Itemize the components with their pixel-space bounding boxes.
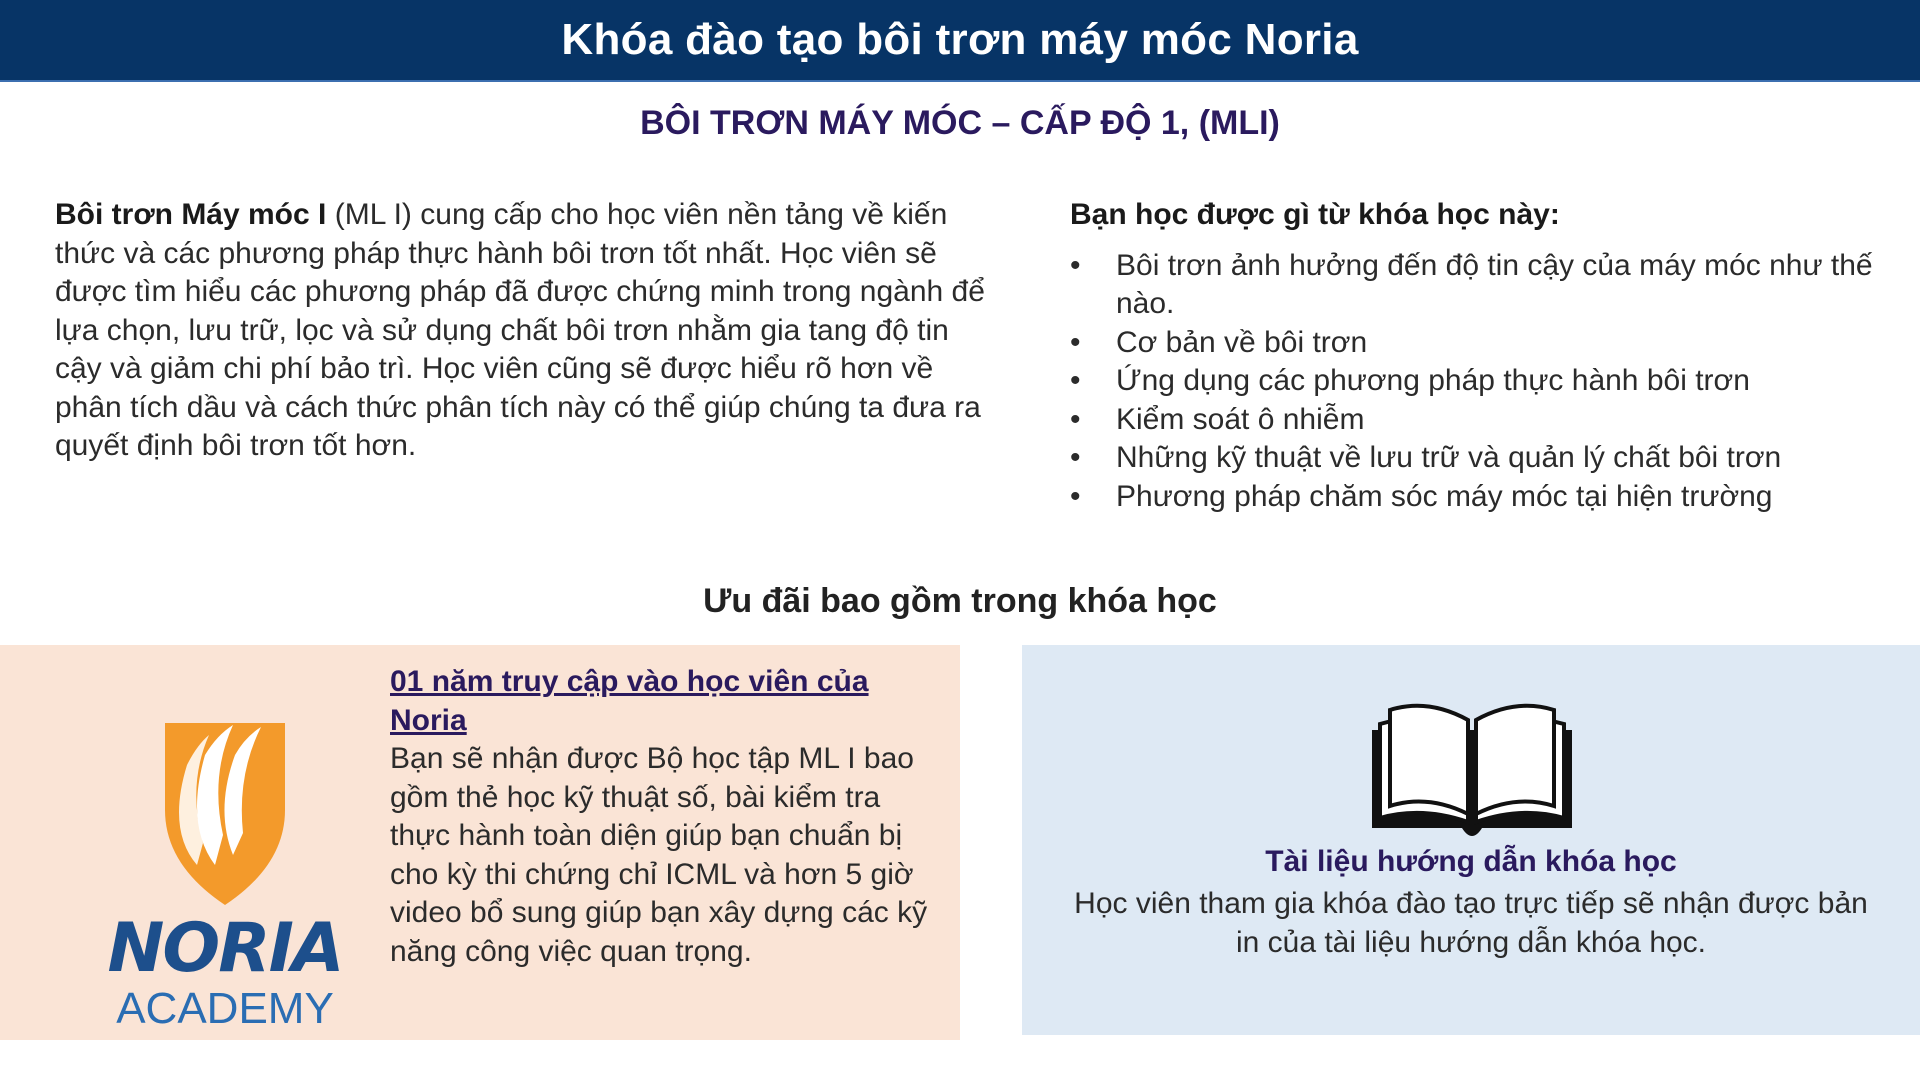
- bullet-icon: •: [1070, 325, 1081, 359]
- guide-description: Học viên tham gia khóa đào tạo trực tiếp sẽ nhận được bản in của tài liệu hướng dẫn khóa học.: [1074, 887, 1868, 959]
- list-item-text: Ứng dụng các phương pháp thực hành bôi trơn: [1116, 364, 1750, 397]
- logo-subtitle: ACADEMY: [116, 984, 334, 1033]
- list-item: [1070, 362, 1890, 401]
- bullet-icon: •: [1070, 364, 1081, 397]
- list-item: [1070, 247, 1890, 324]
- bullet-icon: •: [1070, 402, 1081, 436]
- intro-text: (ML I) cung cấp cho học viên nền tảng về kiến thức và các phương pháp thực hành bôi trơn tốt nhất. Học viên sẽ được tìm hiểu các phương pháp đã được chứng minh trong ngành để lựa chọn, lưu trữ, lọc và sử dụng chất bôi trơn nhằm gia tang độ tin cậy và giảm chi phí bảo trì. Học viên cũng sẽ được hiểu rõ hơn về phân tích dầu và cách thức phân tích này có thể giúp chúng ta đưa ra quyết định bôi trơn tốt hơn.: [55, 198, 985, 462]
- course-title: BÔI TRƠN MÁY MÓC – CẤP ĐỘ 1, (MLI): [640, 104, 1280, 142]
- bullet-icon: •: [1070, 441, 1081, 474]
- bullet-icon: •: [1070, 479, 1081, 513]
- academy-access-link[interactable]: 01 năm truy cập vào học viên của Noria: [390, 665, 869, 737]
- bullet-icon: •: [1070, 248, 1081, 282]
- guide-title: Tài liệu hướng dẫn khóa học: [1265, 845, 1677, 878]
- list-item-text: Kiểm soát ô nhiễm: [1116, 402, 1365, 436]
- list-item: [1070, 324, 1890, 363]
- list-item-text: Cơ bản về bôi trơn: [1116, 325, 1368, 359]
- logo-wordmark: NORIA: [107, 909, 343, 988]
- noria-academy-logo: [105, 715, 345, 1033]
- list-item-text: Bôi trơn ảnh hưởng đến độ tin cậy của máy móc như thế nào.: [1116, 248, 1873, 320]
- intro-course-name: Bôi trơn Máy móc I: [55, 198, 327, 231]
- learning-outcomes: [1070, 196, 1890, 516]
- academy-offer-card: [0, 645, 960, 1040]
- list-item: [1070, 439, 1890, 478]
- offers-heading: Ưu đãi bao gồm trong khóa học: [703, 582, 1217, 620]
- list-item: [1070, 401, 1890, 440]
- academy-offer-content: [390, 663, 935, 971]
- learning-outcomes-list: [1070, 247, 1890, 517]
- header-bar: [0, 0, 1920, 82]
- list-item-text: Phương pháp chăm sóc máy móc tại hiện trường: [1116, 479, 1773, 513]
- list-item-text: Những kỹ thuật về lưu trữ và quản lý chất bôi trơn: [1116, 441, 1782, 474]
- course-guide-card: [1022, 645, 1920, 1035]
- learning-outcomes-heading: Bạn học được gì từ khóa học này:: [1070, 198, 1560, 231]
- book-icon: [1362, 690, 1582, 840]
- course-intro: [55, 196, 985, 466]
- noria-shield-icon: [105, 715, 345, 925]
- list-item: [1070, 478, 1890, 517]
- academy-offer-description: Bạn sẽ nhận được Bộ học tập ML I bao gồm thẻ học kỹ thuật số, bài kiểm tra thực hành toàn diện giúp bạn chuẩn bị cho kỳ thi chứng chỉ ICML và hơn 5 giờ video bổ sung giúp bạn xây dựng các kỹ năng công việc quan trọng.: [390, 742, 928, 968]
- header-title: Khóa đào tạo bôi trơn máy móc Noria: [561, 15, 1359, 64]
